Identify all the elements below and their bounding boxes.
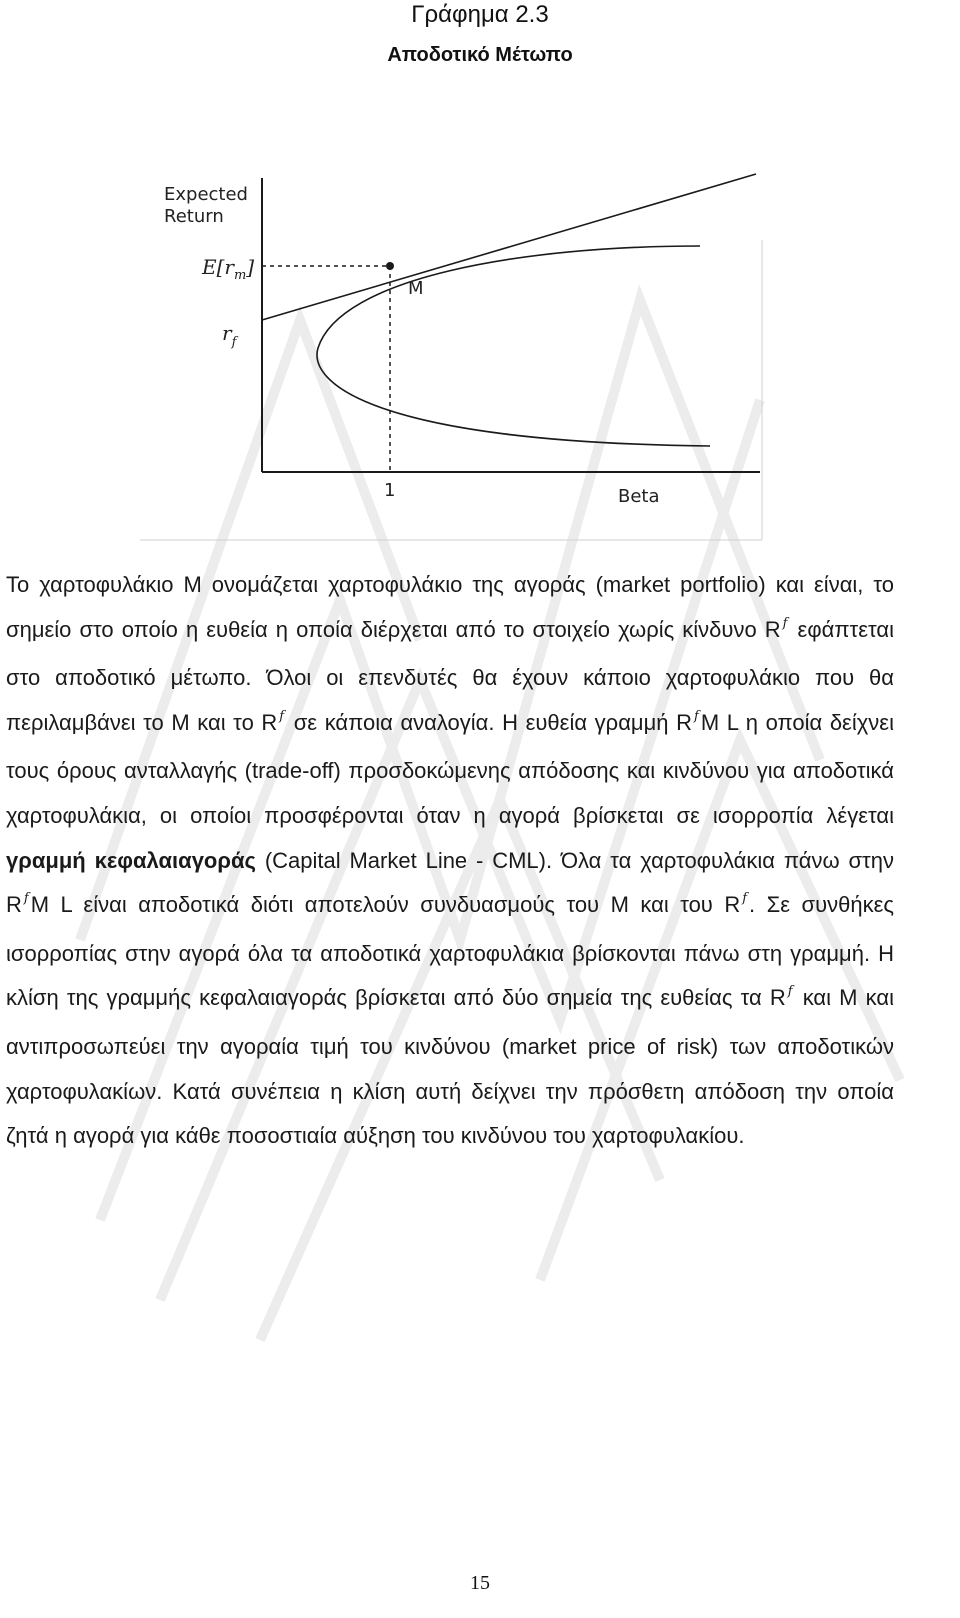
subscript-f: f [787, 984, 793, 1000]
subscript-f: f [279, 708, 285, 724]
y-axis-label-line2: Return [164, 206, 224, 227]
body-text-segment: Το χαρτοφυλάκιο Μ ονομάζεται χαρτοφυλάκιο της αγοράς (market portfolio) και είναι, το σημείο στο οποίο η ευθεία η οποία διέρχεται από το στοιχείο χωρίς κίνδυνο R [6, 572, 894, 642]
figure-label: Γράφημα 2.3 [411, 1, 549, 28]
body-text-segment: σε κάποια αναλογία. Η ευθεία γραμμή R [293, 709, 692, 735]
expected-market-return-label: $E[r_m]$ [202, 255, 255, 283]
subscript-f: f [742, 891, 748, 907]
market-portfolio-point [386, 262, 394, 270]
body-text-segment: εφάπτεται στο αποδοτικό μέτωπο. Όλοι οι επενδυτές θα έχουν κάποιο χαρτοφυλάκιο που θα περιλαμβάνει το Μ και το R [6, 616, 894, 735]
risk-free-rate-label: $r_f$ [222, 321, 237, 350]
subscript-f: f [694, 708, 699, 724]
body-paragraph [6, 563, 894, 1159]
x-tick-label-1: 1 [384, 480, 396, 501]
figure-title: Αποδοτικό Μέτωπο [387, 44, 573, 66]
body-text-segment: M L είναι αποδοτικά διότι αποτελούν συνδυασμούς του Μ και του R [30, 892, 741, 918]
subscript-f: f [782, 615, 788, 631]
body-text-segment: και Μ και αντιπροσωπεύει την αγοραία τιμή του κινδύνου (market price of risk) των αποδοτικών χαρτοφυλακίων. Κατά συνέπεια η κλίση αυτή δείχνει την πρόσθετη απόδοση την οποία ζητά η αγορά για κάθε ποσοστιαία αύξηση του κινδύνου του χαρτοφυλακίου. [6, 985, 894, 1149]
x-axis-label: Beta [618, 486, 660, 507]
page-number: 15 [470, 1572, 490, 1594]
body-text-segment: M L η οποία δείχνει τους όρους ανταλλαγής (trade-off) προσδοκώμενης απόδοσης και κινδύνου για αποδοτικά χαρτοφυλάκια, οι οποίοι προσφέρονται όταν η αγορά βρίσκεται σε ισορροπία λέγεται [6, 709, 894, 828]
subscript-f: f [23, 891, 29, 907]
bold-term: γραμμή κεφαλαιαγοράς [6, 847, 256, 873]
y-axis-label-line1: Expected [164, 184, 248, 205]
body-text-segment: . Σε συνθήκες ισορροπίας στην αγορά όλα τα αποδοτικά χαρτοφυλάκια βρίσκονται πάνω στη γραμμή. Η κλίση της γραμμής κεφαλαιαγοράς βρίσκεται από δύο σημεία της ευθείας τα R [6, 892, 895, 1011]
body-text-paragraph [6, 563, 894, 1159]
point-m-label: M [408, 278, 424, 299]
efficient-frontier-chart [140, 160, 780, 560]
body-text-segment: (Capital Market Line - CML). Όλα τα χαρτοφυλάκια πάνω στην R [6, 847, 894, 918]
efficient-frontier-curve [317, 246, 710, 446]
capital-market-line [262, 174, 756, 320]
